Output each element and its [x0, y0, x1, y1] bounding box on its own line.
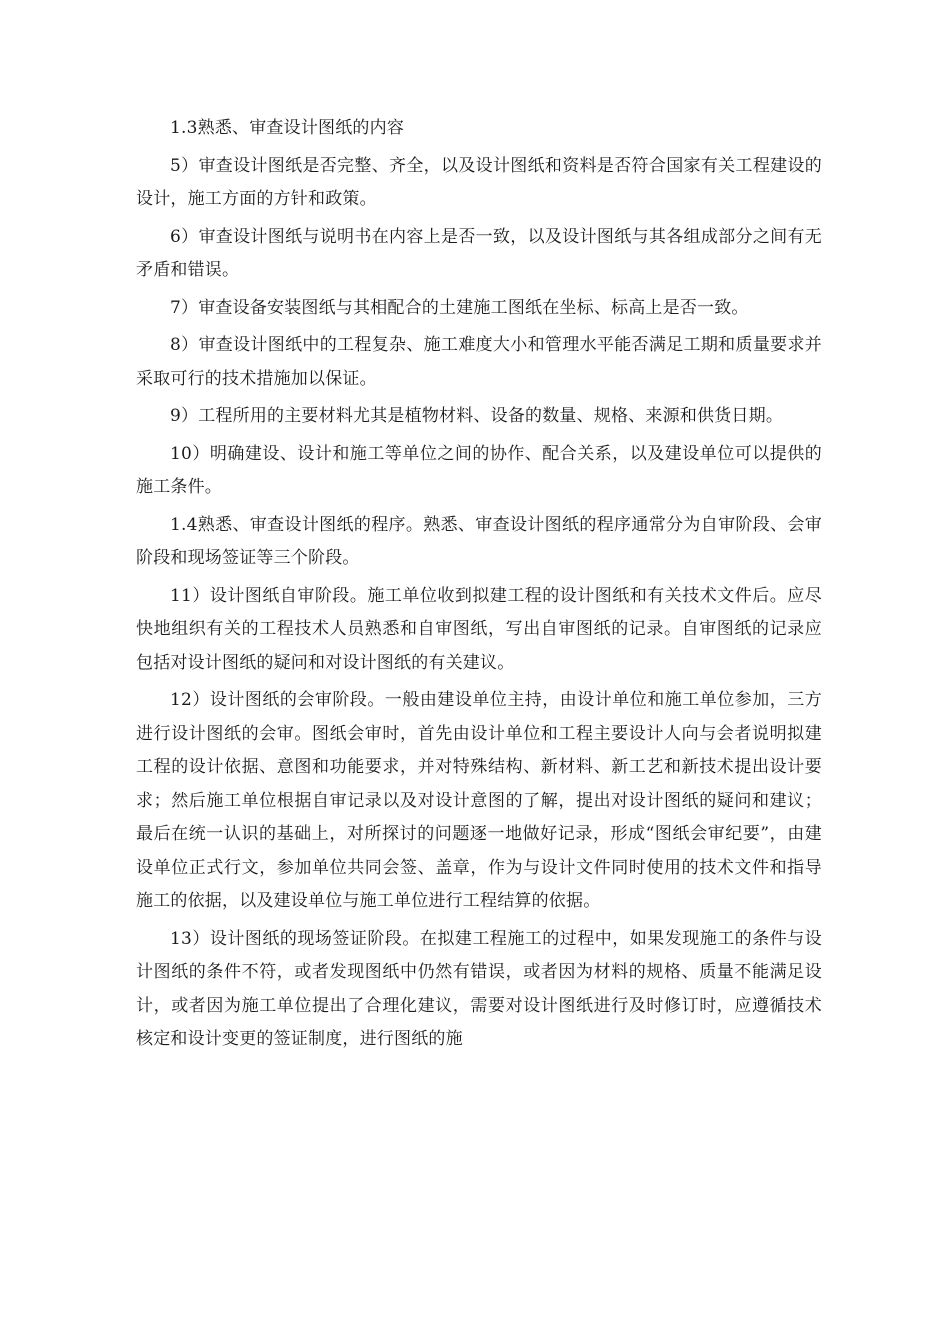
- paragraph-item-7: 7）审查设备安装图纸与其相配合的土建施工图纸在坐标、标高上是否一致。: [170, 297, 749, 318]
- paragraph-item-13: 13）设计图纸的现场签证阶段。在拟建工程施工的过程中，如果发现施工的条件与设计图纸的条件不符，或者发现图纸中仍然有错误，或者因为材料的规格、质量不能满足设计，或者因为施工单位提出了合理化建议，需要对设计图纸进行及时修订时，应遵循技术核定和设计变更的签证制度，进行图纸的施: [136, 928, 822, 1049]
- paragraph-item-9: 9）工程所用的主要材料尤其是植物材料、设备的数量、规格、来源和供货日期。: [170, 406, 784, 426]
- paragraph-item-8: 8）审查设计图纸中的工程复杂、施工难度大小和管理水平能否满足工期和质量要求并采取可行的技术措施加以保证。: [136, 335, 822, 389]
- paragraph-item-10: 10）明确建设、设计和施工等单位之间的协作、配合关系，以及建设单位可以提供的施工条件。: [136, 443, 822, 497]
- section-heading-1-3: 1.3熟悉、审查设计图纸的内容: [170, 118, 405, 138]
- document-body: [136, 112, 822, 1061]
- section-heading-1-4: 1.4熟悉、审查设计图纸的程序。熟悉、审查设计图纸的程序通常分为自审阶段、会审阶段和现场签证等三个阶段。: [136, 514, 822, 568]
- paragraph-item-11: 11）设计图纸自审阶段。施工单位收到拟建工程的设计图纸和有关技术文件后。应尽快地组织有关的工程技术人员熟悉和自审图纸，写出自审图纸的记录。自审图纸的记录应包括对设计图纸的疑问和对设计图纸的有关建议。: [136, 585, 822, 673]
- paragraph-item-12: 12）设计图纸的会审阶段。一般由建设单位主持，由设计单位和施工单位参加，三方进行设计图纸的会审。图纸会审时，首先由设计单位和工程主要设计人向与会者说明拟建工程的设计依据、意图和功能要求，并对特殊结构、新材料、新工艺和新技术提出设计要求；然后施工单位根据自审记录以及对设计意图的了解，提出对设计图纸的疑问和建议；最后在统一认识的基础上，对所探讨的问题逐一地做好记录，形成“图纸会审纪要”，由建设单位正式行文，参加单位共同会签、盖章，作为与设计文件同时使用的技术文件和指导施工的依据，以及建设单位与施工单位进行工程结算的依据。: [136, 690, 822, 911]
- paragraph-item-5: 5）审查设计图纸是否完整、齐全，以及设计图纸和资料是否符合国家有关工程建设的设计，施工方面的方针和政策。: [136, 155, 822, 209]
- paragraph-item-6: 6）审查设计图纸与说明书在内容上是否一致，以及设计图纸与其各组成部分之间有无矛盾和错误。: [136, 226, 822, 280]
